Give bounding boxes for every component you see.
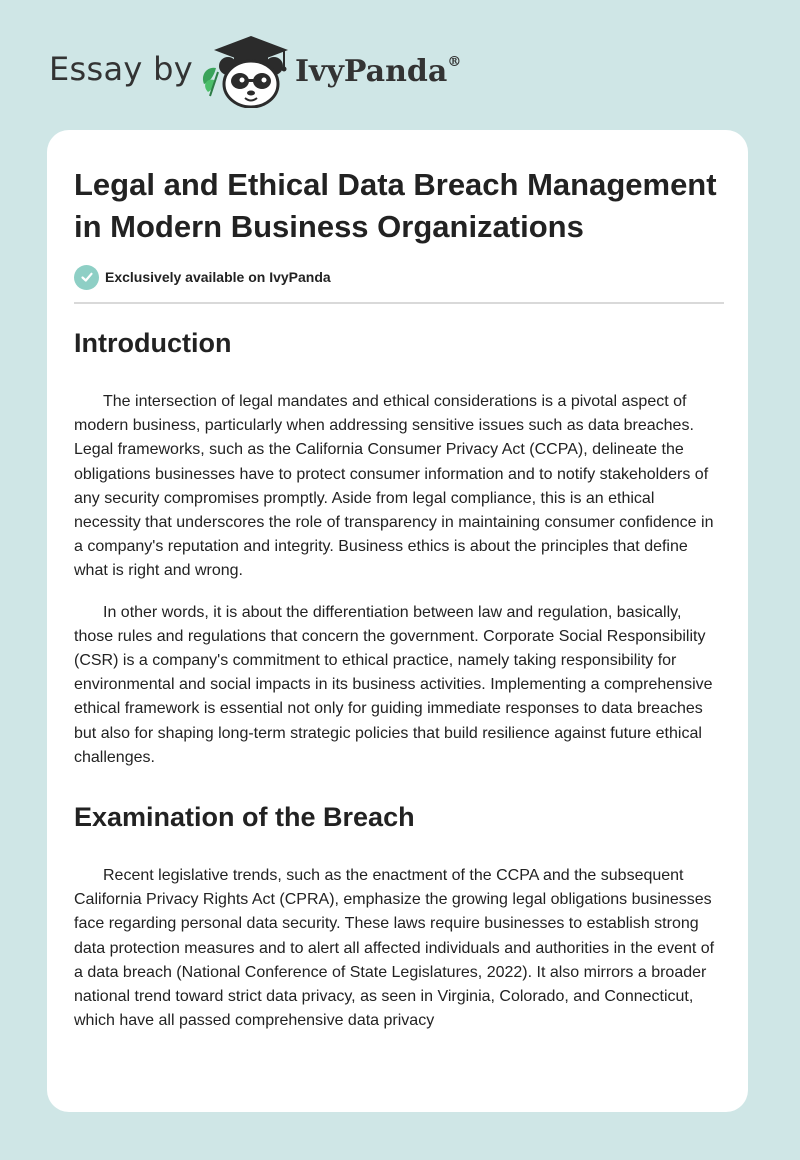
exclusive-badge <box>74 264 724 290</box>
paragraph: The intersection of legal mandates and ethical considerations is a pivotal aspect of modern business, particularly when addressing sensitive issues such as data breaches. Legal frameworks, such as the California Consumer Privacy Act (CCPA), delineate the obligations businesses have to protect consumer information and to notify stakeholders of any security compromises promptly. Aside from legal compliance, this is an ethical necessity that underscores the role of transparency in maintaining consumer confidence in a company's reputation and integrity. Business ethics is about the principles that define what is right and wrong. <box>74 393 714 580</box>
panda-graduate-logo-icon[interactable] <box>196 34 296 108</box>
divider <box>74 302 724 304</box>
section-heading-examination: Examination of the Breach <box>74 802 415 833</box>
site-header <box>0 0 800 130</box>
essay-content <box>74 130 724 1033</box>
registered-mark: ® <box>447 54 462 70</box>
paragraph: In other words, it is about the differentiation between law and regulation, basically, those rules and regulations that concern the government. Corporate Social Responsibility (CSR) is a company's commitment to ethical practice, namely taking responsibility for environmental and social impacts in its business activities. Implementing a comprehensive ethical framework is essential not only for guiding immediate responses to data breaches but also for shaping long-term strategic policies that build resilience against future ethical challenges. <box>74 603 713 766</box>
essay-title: Legal and Ethical Data Breach Management in Modern Business Organizations <box>74 167 717 244</box>
exclusive-label: Exclusively available on IvyPanda <box>105 269 331 285</box>
section-heading-introduction: Introduction <box>74 328 232 358</box>
paragraph: Recent legislative trends, such as the enactment of the CCPA and the subsequent California Privacy Rights Act (CPRA), emphasize the growing legal obligations businesses face regarding personal data security. These laws require businesses to establish strong data protection measures and to alert all affected individuals and authorities in the event of a data breach (National Conference of State Legislatures, 2022). It also mirrors a broader national trend toward strict data privacy, as seen in Virginia, Colorado, and Connecticut, which have all passed comprehensive data privacy <box>74 867 715 1030</box>
check-icon <box>74 265 99 290</box>
brand-name[interactable]: IvyPanda® <box>295 54 462 89</box>
essay-by-label: Essay by <box>49 50 193 88</box>
essay-card <box>47 130 748 1112</box>
